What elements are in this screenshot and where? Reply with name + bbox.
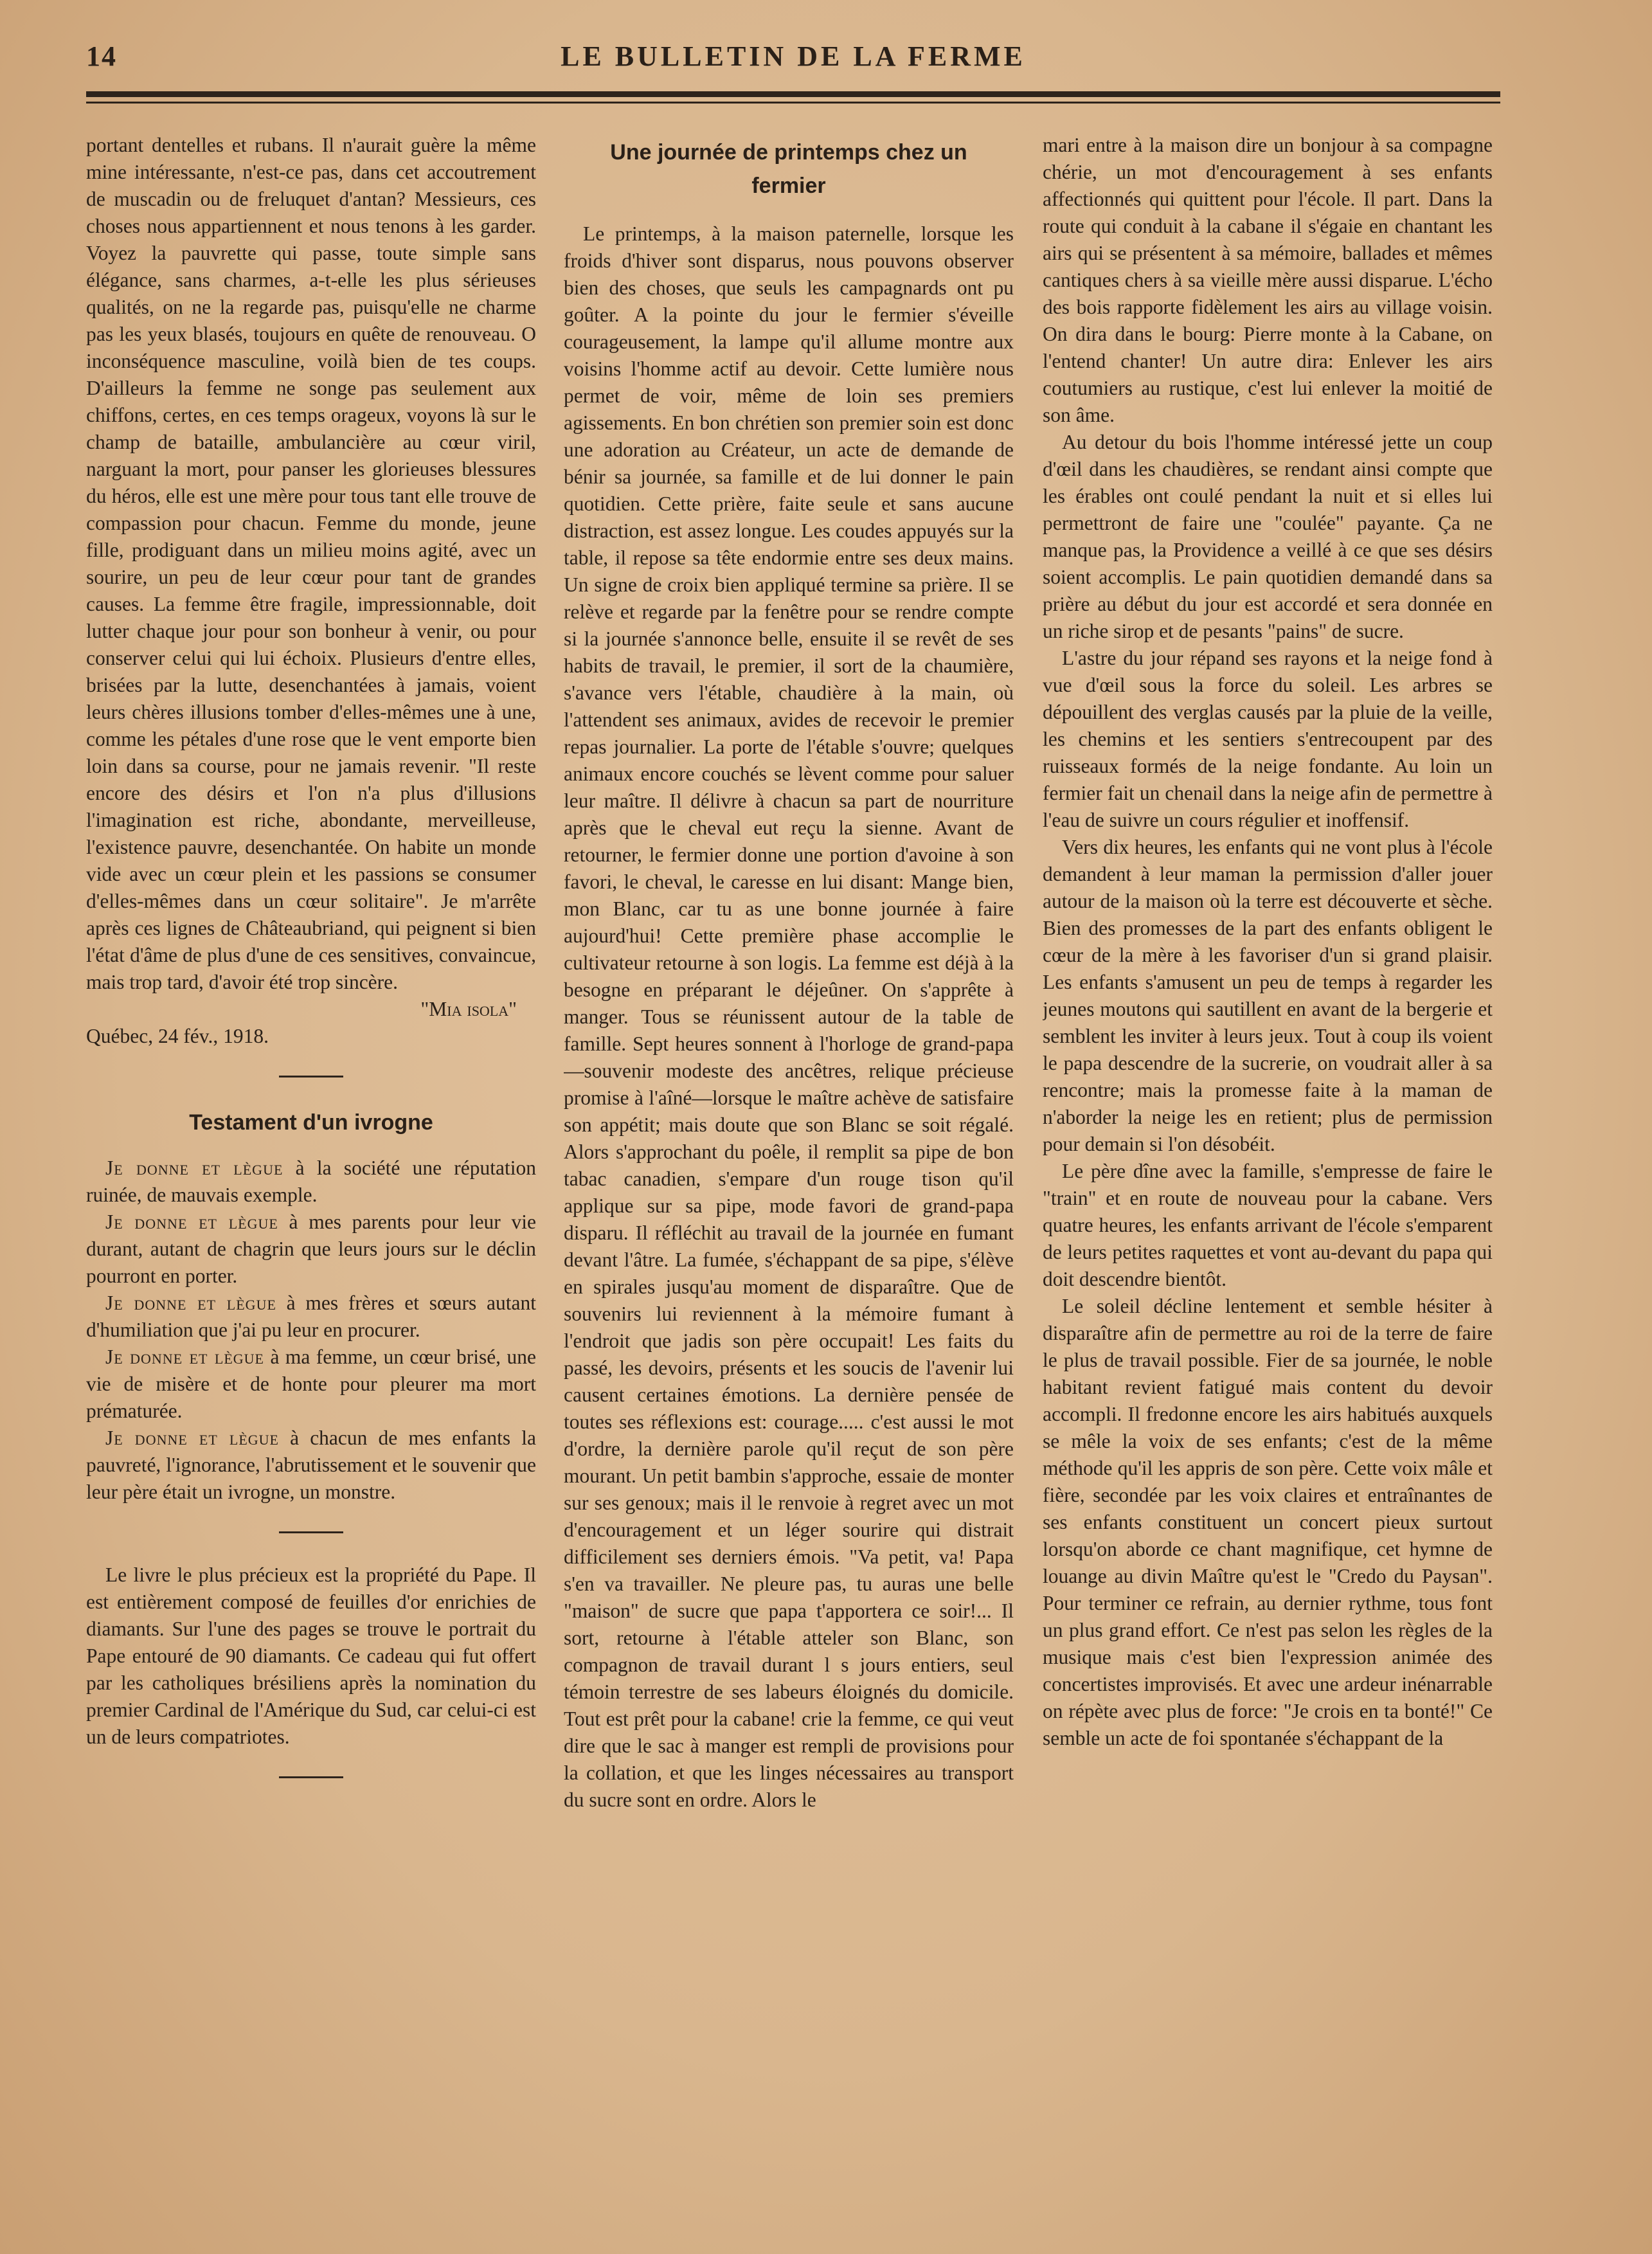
- article-continuation-text: portant dentelles et rubans. Il n'aurait guère la même mine intéressante, n'est-ce pas, dans cet accoutrement de muscadin ou de freluquet d'antan? Messieurs, ces choses nous appartiennent et nous tenons à les garder. Voyez la pauvrette qui passe, toute simple sans élégance, sans charmes, a-t-elle les plus sérieuses qualités, on ne la regarde pas, puisqu'elle ne charme pas les yeux blasés, toujours en quête de renouveau. O inconséquence masculine, voilà bien de tes coups. D'ailleurs la femme ne songe pas seulement aux chiffons, certes, en ces temps orageux, voyons là sur le champ de bataille, ambulancière au cœur viril, narguant la mort, pour panser les glorieuses blessures du héros, elle est une mère pour tous tant elle trouve de compassion pour chacun. Femme du monde, jeune fille, prodiguant dans un milieu moins agité, avec un sourire, un peu de leur cœur pour tant de grandes causes. La femme être fragile, impressionnable, doit lutter chaque jour pour son bonheur à venir, ou pour conserver celui qui lui échoix. Plusieurs d'entre elles, brisées par la lutte, desenchantées à jamais, voient leurs chères illusions tomber d'elles-mêmes une à une, comme les pétales d'une rose que le vent emporte bien loin dans sa course, pour ne jamais revenir. "Il reste encore des désirs et l'on n'a plus d'illusions l'imagination est riche, abondante, merveilleuse, l'existence pauvre, desenchantée. On habite un monde vide avec un cœur plein et les passions se consumer d'elles-mêmes dans un cœur solitaire". Je m'arrête après ces lignes de Châteaubriand, qui peignent si bien l'état d'âme de plus d'une de ces sensitives, convaincue, mais trop tard, d'avoir été trop sincère.: [86, 134, 536, 993]
- header-rule-thin: [86, 102, 1500, 104]
- separator-rule: [279, 1076, 343, 1077]
- header-rule-thick: [86, 91, 1500, 97]
- testament-list: [86, 1155, 536, 1506]
- testament-item: Je donne et lègue à mes parents pour leur vie durant, autant de chagrin que leurs jours sur le déclin pourront en porter.: [86, 1211, 536, 1287]
- article-text: mari entre à la maison dire un bonjour à sa compagne chérie, un mot d'encouragement à ses enfants affectionnés qui quittent pour l'école. Il part. Dans la route qui conduit à la cabane il s'égaie en chantant les airs qui se présentent à sa mémoire, ballades et mêmes cantiques chers à sa vieille mère aussi disparue. L'écho des bois rapporte fidèlement les airs au village voisin. On dira dans le bourg: Pierre monte à la Cabane, on l'entend chanter! Un autre dira: Enlever les airs coutumiers au rustique, c'est lui enlever la moitié de son âme.: [1043, 134, 1493, 426]
- testament-item: Je donne et lègue à ma femme, un cœur brisé, une vie de misère et de honte pour pleurer ma mort prématurée.: [86, 1346, 536, 1422]
- column-middle: [564, 132, 1014, 2157]
- article-title-printemps: Une journée de printemps chez un fermier: [610, 140, 967, 198]
- article-text: Au detour du bois l'homme intéressé jette un coup d'œil dans les chaudières, se rendant ainsi compte que les érables ont coulé pendant la nuit et si elles lui permettront de faire une "coulée" payante. Ça ne manque pas, la Providence a veillé à ce que ses désirs soient accomplis. Le pain quotidien demandé dans sa prière au début du jour est accordé et sera donnée en un riche sirop et de pesants "pains" de sucre.: [1043, 431, 1493, 642]
- article-text: Le père dîne avec la famille, s'empresse de faire le "train" et en route de nouveau pour la cabane. Vers quatre heures, les enfants arrivant de l'école s'emparent de leurs petites raquettes et vont au-devant du papa qui doit descendre bientôt.: [1043, 1160, 1493, 1290]
- testament-item: Je donne et lègue à chacun de mes enfants la pauvreté, l'ignorance, l'abrutissement et le souvenir que leur père était un ivrogne, un monstre.: [86, 1427, 536, 1503]
- page-header: [86, 40, 1500, 78]
- testament-item: Je donne et lègue à la société une réputation ruinée, de mauvais exemple.: [86, 1157, 536, 1206]
- testament-item: Je donne et lègue à mes frères et sœurs autant d'humiliation que j'ai pu leur en procurer.: [86, 1292, 536, 1341]
- author-signature: "Mia isola": [420, 998, 517, 1020]
- article-text: Le printemps, à la maison paternelle, lorsque les froids d'hiver sont disparus, nous pouvons observer bien des choses, que seuls les campagnards ont pu goûter. A la pointe du jour le fermier s'éveille courageusement, la lampe qu'il allume montre aux voisins l'homme actif au devoir. Cette lumière nous permet de voir, même de loin ses premiers agissements. En bon chrétien son premier soin est donc une adoration au Créateur, un acte de demande de bénir sa journée, sa famille et de lui donner le pain quotidien. Cette prière, faite seule et sans aucune distraction, est assez longue. Les coudes appuyés sur la table, il repose sa tête endormie entre ses deux mains. Un signe de croix bien appliqué termine sa prière. Il se relève et regarde par la fenêtre pour se rendre compte si la journée s'annonce belle, ensuite il se revêt de ses habits de travail, le premier, il sort de la chaumière, s'avance vers l'étable, chaudière à la main, où l'attendent ses animaux, avides de recevoir le premier repas journalier. La porte de l'étable s'ouvre; quelques animaux encore couchés se lèvent comme pour saluer leur maître. Il délivre à chacun sa part de nourriture après que le cheval eut reçu la sienne. Avant de retourner, le fermier donne une portion d'avoine à son favori, le cheval, le caresse en lui disant: Mange bien, mon Blanc, car tu as une bonne journée à faire aujourd'hui! Cette première phase accomplie le cultivateur retourne à son logis. La femme est déjà à la besogne en préparant le déjeûner. On s'apprête à manger. Tous se réunissent autour de la table de famille. Sept heures sonnent à l'horloge de grand-papa—souvenir modeste des ancêtres, relique précieuse promise à l'aîné—lorsque le maître achève de satisfaire son appétit; mais doute que son Blanc se soit régalé. Alors s'approchant du poêle, il remplit sa pipe de bon tabac canadien, s'empare d'un rouge tison qu'il applique sur sa pipe, mode favori de grand-papa disparu. Il réfléchit au travail de la journée en fumant devant l'âtre. La fumée, s'échappant de sa pipe, s'élève en spirales jusqu'au moment de disparaître. Que de souvenirs lui reviennent à la mémoire fumant à l'endroit que jadis son père occupait! Les faits du passé, les devoirs, présents et les soucis de l'avenir lui causent certaines émotions. La dernière pensée de toutes ses réflexions est: courage..... c'est aussi le mot d'ordre, la dernière parole qu'il reçut de son père mourant. Un petit bambin s'approche, essaie de monter sur ses genoux; mais il le renvoie à regret avec un mot d'encouragement et un léger sourire qui distrait difficilement ses derniers émois. "Va petit, va! Papa s'en va travailler. Ne pleure pas, tu auras une belle "maison" de sucre que papa t'apportera ce soir!... Il sort, retourne à l'étable atteler son Blanc, son compagnon de travail durant l s jours entiers, seul témoin terrestre de ses labeurs éloignés du domicile. Tout est prêt pour la cabane! crie la femme, ce qui veut dire que le sac à manger est rempli de provisions pour la collation, et que les linges nécessaires au transport du sucre sont en ordre. Alors le: [564, 222, 1014, 1811]
- article-text: Vers dix heures, les enfants qui ne vont plus à l'école demandent à leur maman la permission d'aller jouer autour de la maison où la terre est découverte et sèche. Bien des promesses de la part des enfants obligent le cœur de la mère à les favoriser d'un si grand plaisir. Les enfants s'amusent un peu de temps à regarder les jeunes moutons qui sautillent en avant de la bergerie et semblent les inviter à leurs jeux. Tout à coup ils voient le papa descendre de la sucrerie, on voudrait aller à sa rencontre; mais la promesse faite à la maman de n'aborder la neige les en retient; plus de permission pour demain si l'on désobéit.: [1043, 836, 1493, 1155]
- page-number: 14: [86, 41, 117, 72]
- article-text: L'astre du jour répand ses rayons et la neige fond à vue d'œil sous la force du soleil. Les arbres se dépouillent des verglas causés par la pluie de la veille, les chemins et les sentiers s'entrecoupent par des ruisseaux formés de la neige fondante. Au loin un fermier fait un chenail dans la neige afin de permettre à l'eau de suivre un cours régulier et inoffensif.: [1043, 647, 1493, 831]
- article-title-testament: Testament d'un ivrogne: [189, 1110, 433, 1135]
- column-left: [86, 132, 536, 2157]
- masthead-title: LE BULLETIN DE LA FERME: [561, 41, 1026, 72]
- article-text: Le soleil décline lentement et semble hésiter à disparaître afin de permettre au roi de la terre de faire le plus de travail possible. Fier de sa journée, le noble habitant revient fatigué mais content du devoir accompli. Il fredonne encore les airs habitués auxquels se mêle la voix de ses enfants; c'est de la même méthode qu'il les appris de son père. Cette voix mâle et fière, secondée par les voix claires et entraînantes de ses enfants constituent un concert pieux surtout lorsqu'on aborde ce chant magnifique, cet hymne de louange au divin Maître qu'est le "Credo du Paysan". Pour terminer ce refrain, au dernier rythme, tous font un plus grand effort. Ce n'est pas selon les règles de la musique mais c'est bien l'expression animée des concertistes improvisés. Et avec une ardeur inénarrable on répète avec plus de force: "Je crois en ta bonté!" Ce semble un acte de foi spontanée s'échappant de la: [1043, 1295, 1493, 1749]
- place-date: Québec, 24 fév., 1918.: [86, 1025, 269, 1047]
- separator-rule: [279, 1531, 343, 1533]
- separator-rule: [279, 1776, 343, 1778]
- pope-book-text: Le livre le plus précieux est la propriété du Pape. Il est entièrement composé de feuilles d'or enrichies de diamants. Sur l'une des pages se trouve le portrait du Pape entouré de 90 diamants. Ce cadeau qui fut offert par les catholiques brésiliens après la nomination du premier Cardinal de l'Amérique du Sud, car celui-ci est un de leurs compatriotes.: [86, 1564, 536, 1748]
- column-right: [1043, 132, 1493, 2157]
